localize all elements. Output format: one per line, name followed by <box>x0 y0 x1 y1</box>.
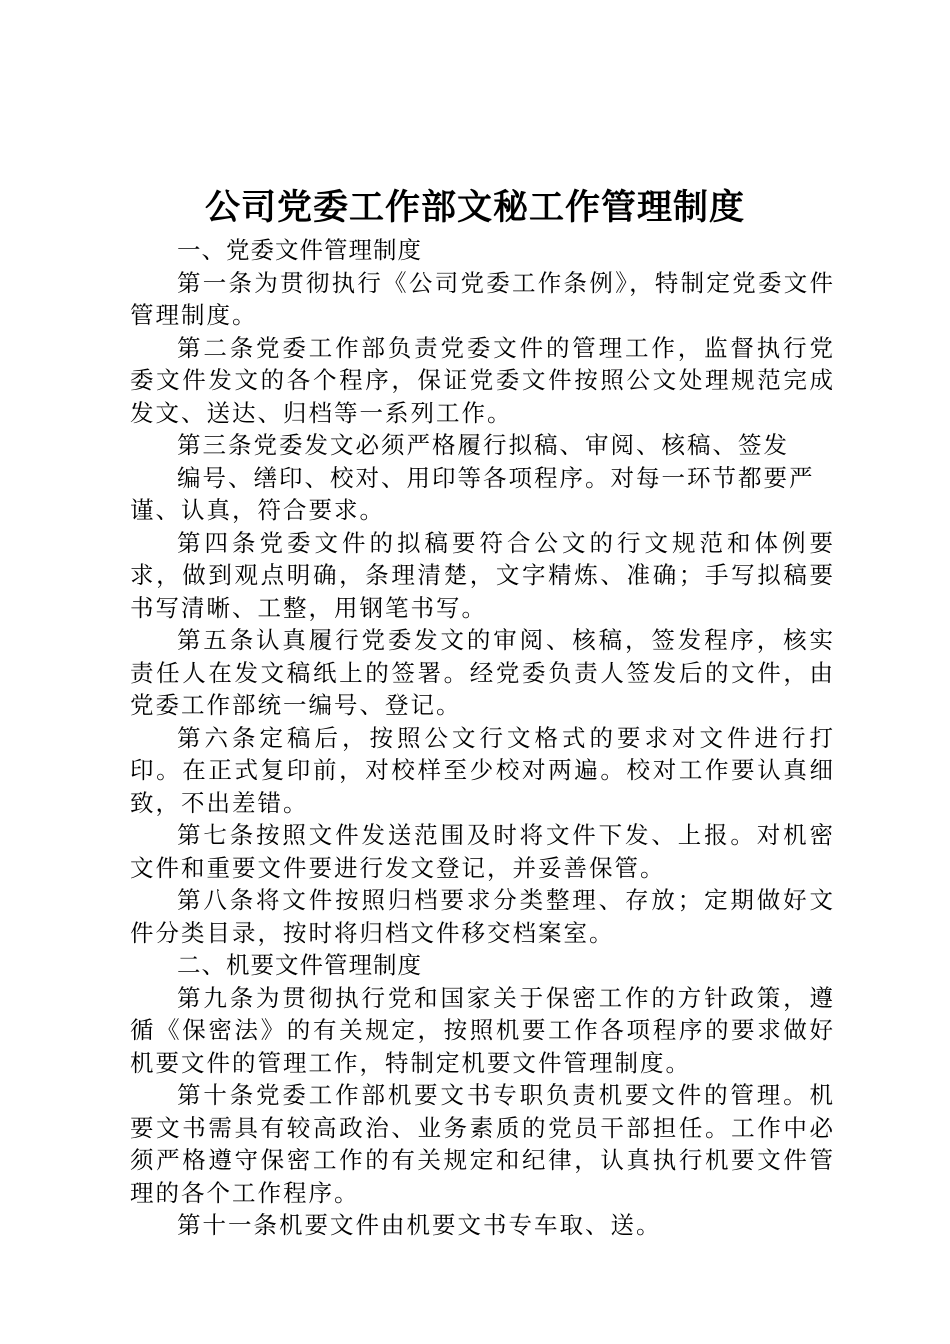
section-heading-1: 一、党委文件管理制度 <box>177 236 422 264</box>
article-3-line-3: 谨、认真，符合要求。 <box>130 496 385 524</box>
article-3-line-2: 编号、缮印、校对、用印等各项程序。对每一环节都要严 <box>177 463 815 492</box>
article-8: 第八条将文件按照归档要求分类整理、存放；定期做好文件分类目录，按时将归档文件移交档案室。 <box>130 886 835 947</box>
section-heading-2: 二、机要文件管理制度 <box>177 951 422 979</box>
article-2: 第二条党委工作部负责党委文件的管理工作，监督执行党委文件发文的各个程序，保证党委文件按照公文处理规范完成发文、送达、归档等一系列工作。 <box>130 333 835 427</box>
article-6: 第六条定稿后，按照公文行文格式的要求对文件进行打印。在正式复印前，对校样至少校对两遍。校对工作要认真细致，不出差错。 <box>130 723 835 817</box>
article-9: 第九条为贯彻执行党和国家关于保密工作的方针政策，遵循《保密法》的有关规定，按照机要工作各项程序的要求做好机要文件的管理工作，特制定机要文件管理制度。 <box>130 983 835 1077</box>
article-5: 第五条认真履行党委发文的审阅、核稿，签发程序，核实责任人在发文稿纸上的签署。经党委负责人签发后的文件，由党委工作部统一编号、登记。 <box>130 626 835 719</box>
document-body <box>130 234 835 1242</box>
article-11: 第十一条机要文件由机要文书专车取、送。 <box>177 1211 662 1239</box>
article-4: 第四条党委文件的拟稿要符合公文的行文规范和体例要求，做到观点明确，条理清楚，文字精炼、准确；手写拟稿要书写清晰、工整，用钢笔书写。 <box>130 528 835 622</box>
article-3-line-1: 第三条党委发文必须严格履行拟稿、审阅、核稿、签发 <box>177 431 789 459</box>
article-10: 第十条党委工作部机要文书专职负责机要文件的管理。机要文书需具有较高政治、业务素质的党员干部担任。工作中必须严格遵守保密工作的有关规定和纪律，认真执行机要文件管理的各个工作程序。 <box>130 1081 835 1207</box>
article-7: 第七条按照文件发送范围及时将文件下发、上报。对机密文件和重要文件要进行发文登记，并妥善保管。 <box>130 821 835 882</box>
document-title: 公司党委工作部文秘工作管理制度 <box>204 187 745 228</box>
article-1: 第一条为贯彻执行《公司党委工作条例》，特制定党委文件管理制度。 <box>130 268 835 329</box>
